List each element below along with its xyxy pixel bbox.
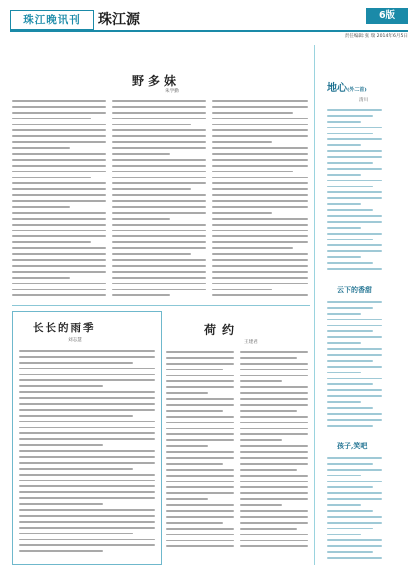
article-body-rainy-season: [19, 350, 155, 556]
poetry-column: [319, 45, 408, 565]
poem-title-suffix: (外二首): [347, 87, 367, 93]
masthead-rule: [10, 30, 408, 32]
article-title-rainy-season: 长长的雨季: [33, 322, 96, 334]
article-box-rainy-season: [12, 311, 162, 565]
article-body-lotus-col2: [240, 351, 308, 551]
poem-body-3: [327, 457, 382, 563]
edition-badge: 6版: [366, 8, 408, 24]
article-body-col2: [112, 100, 206, 300]
poem-author: 清川: [359, 98, 369, 103]
poem-body-1: [327, 109, 382, 274]
article-box-lotus: [164, 311, 310, 563]
article-body-col1: [12, 100, 106, 300]
article-author-main: 朱学勤: [165, 89, 179, 94]
edition-meta: 责任编辑:张 瑞 2014年6月5日: [344, 34, 408, 39]
newspaper-logo: 珠江晚讯刊: [10, 10, 94, 30]
article-body-lotus-col1: [166, 351, 234, 551]
poem-subheading-1: 云下的香甜: [337, 285, 372, 294]
poem-body-2: [327, 301, 382, 431]
masthead: [10, 8, 408, 42]
article-title-main: 野多妹: [132, 74, 181, 88]
article-author-lotus: 王建君: [244, 340, 258, 345]
article-title-lotus: 荷约: [204, 323, 241, 337]
poem-title-text: 地心: [327, 83, 347, 94]
poem-title: [327, 79, 367, 94]
article-body-col3: [212, 100, 308, 300]
section-title: 珠江源: [98, 12, 140, 28]
section-rule: [12, 305, 310, 306]
poem-subheading-2: 孩子,笑吧: [337, 441, 368, 450]
column-divider: [314, 45, 315, 565]
article-author-rainy-season: 刘志慧: [68, 338, 82, 343]
